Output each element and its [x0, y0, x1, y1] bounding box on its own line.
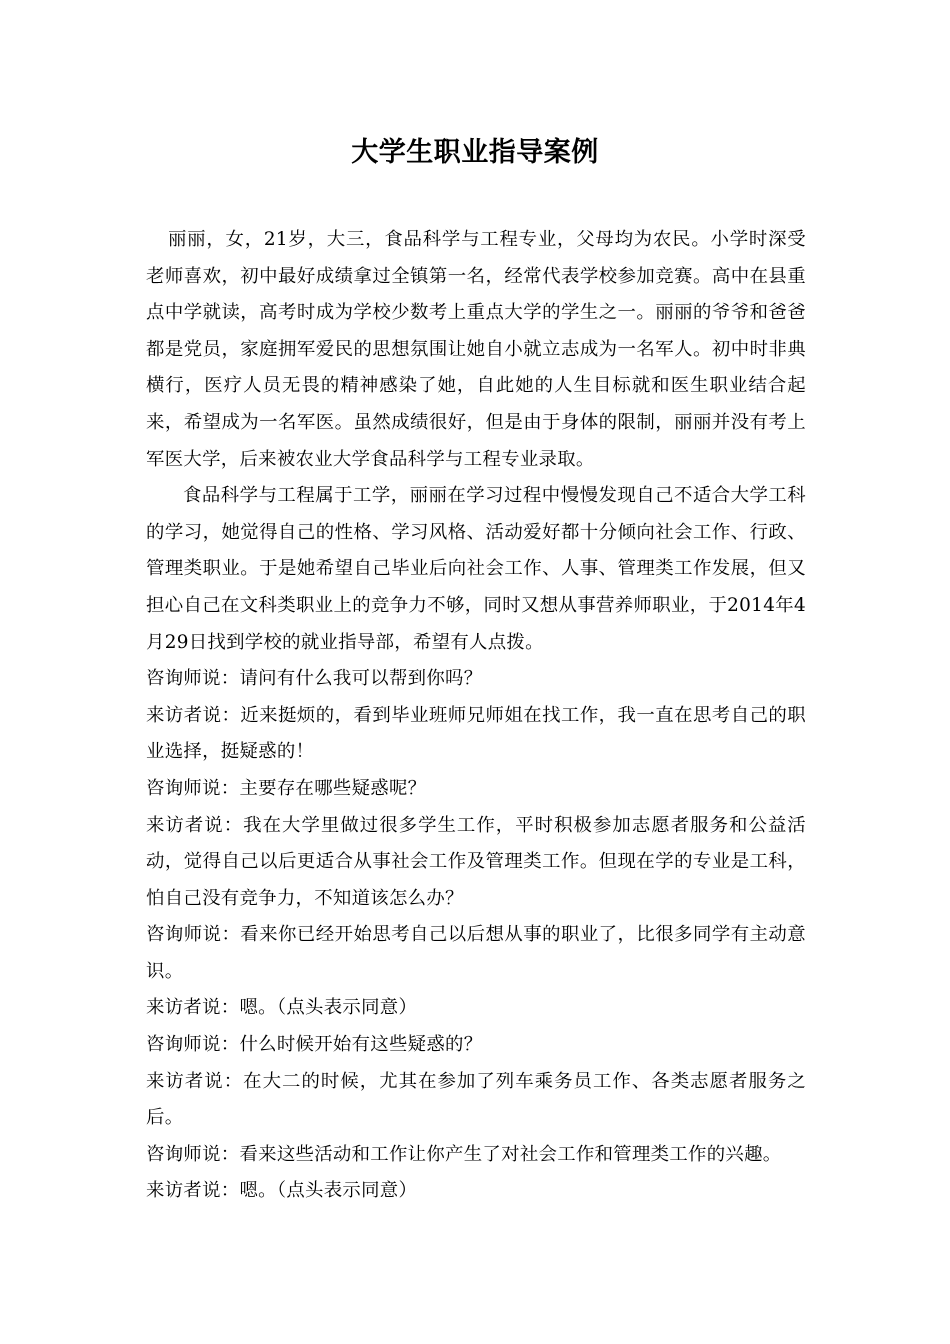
dialogue-line: 咨询师说：看来你已经开始思考自己以后想从事的职业了，比很多同学有主动意识。 — [146, 924, 806, 982]
dialogue-line: 来访者说：在大二的时候，尤其在参加了列车乘务员工作、各类志愿者服务之后。 — [146, 1070, 806, 1129]
dialogue-line: 来访者说：我在大学里做过很多学生工作，平时积极参加志愿者服务和公益活动，觉得自己以后更适合从事社会工作及管理类工作。但现在学的专业是工科，怕自己没有竞争力，不知道该怎么办？ — [146, 814, 806, 909]
dialogue-line: 咨询师说：什么时候开始有这些疑惑的？ — [146, 1034, 483, 1056]
dialogue-line: 来访者说：近来挺烦的，看到毕业班师兄师姐在找工作，我一直在思考自己的职业选择，挺疑惑的！ — [146, 704, 806, 763]
document-body — [146, 222, 806, 1210]
paragraph-background: 丽丽，女，21岁，大三，食品科学与工程专业，父母均为农民。小学时深受老师喜欢，初中最好成绩拿过全镇第一名，经常代表学校参加竞赛。高中在县重点中学就读，高考时成为学校少数考上重点大学的学生之一。丽丽的爷爷和爸爸都是党员，家庭拥军爱民的思想氛围让她自小就立志成为一名军人。初中时非典横行，医疗人员无畏的精神感染了她，自此她的人生目标就和医生职业结合起来，希望成为一名军医。虽然成绩很好，但是由于身体的限制，丽丽并没有考上军医大学，后来被农业大学食品科学与工程专业录取。 — [146, 229, 806, 470]
dialogue-line: 咨询师说：主要存在哪些疑惑呢？ — [146, 777, 427, 799]
dialogue-line: 来访者说：嗯。（点头表示同意） — [146, 1180, 418, 1202]
paragraph-situation: 食品科学与工程属于工学，丽丽在学习过程中慢慢发现自己不适合大学工科的学习，她觉得自己的性格、学习风格、活动爱好都十分倾向社会工作、行政、管理类职业。于是她希望自己毕业后向社会工作、人事、管理类工作发展，但又担心自己在文科类职业上的竞争力不够，同时又想从事营养师职业，于2014年4月29日找到学校的就业指导部，希望有人点拨。 — [146, 485, 806, 653]
dialogue-line: 来访者说：嗯。（点头表示同意） — [146, 997, 418, 1019]
dialogue-line: 咨询师说：请问有什么我可以帮到你吗？ — [146, 668, 483, 690]
document-title: 大学生职业指导案例 — [351, 137, 599, 168]
dialogue-line: 咨询师说：看来这些活动和工作让你产生了对社会工作和管理类工作的兴趣。 — [146, 1143, 782, 1165]
